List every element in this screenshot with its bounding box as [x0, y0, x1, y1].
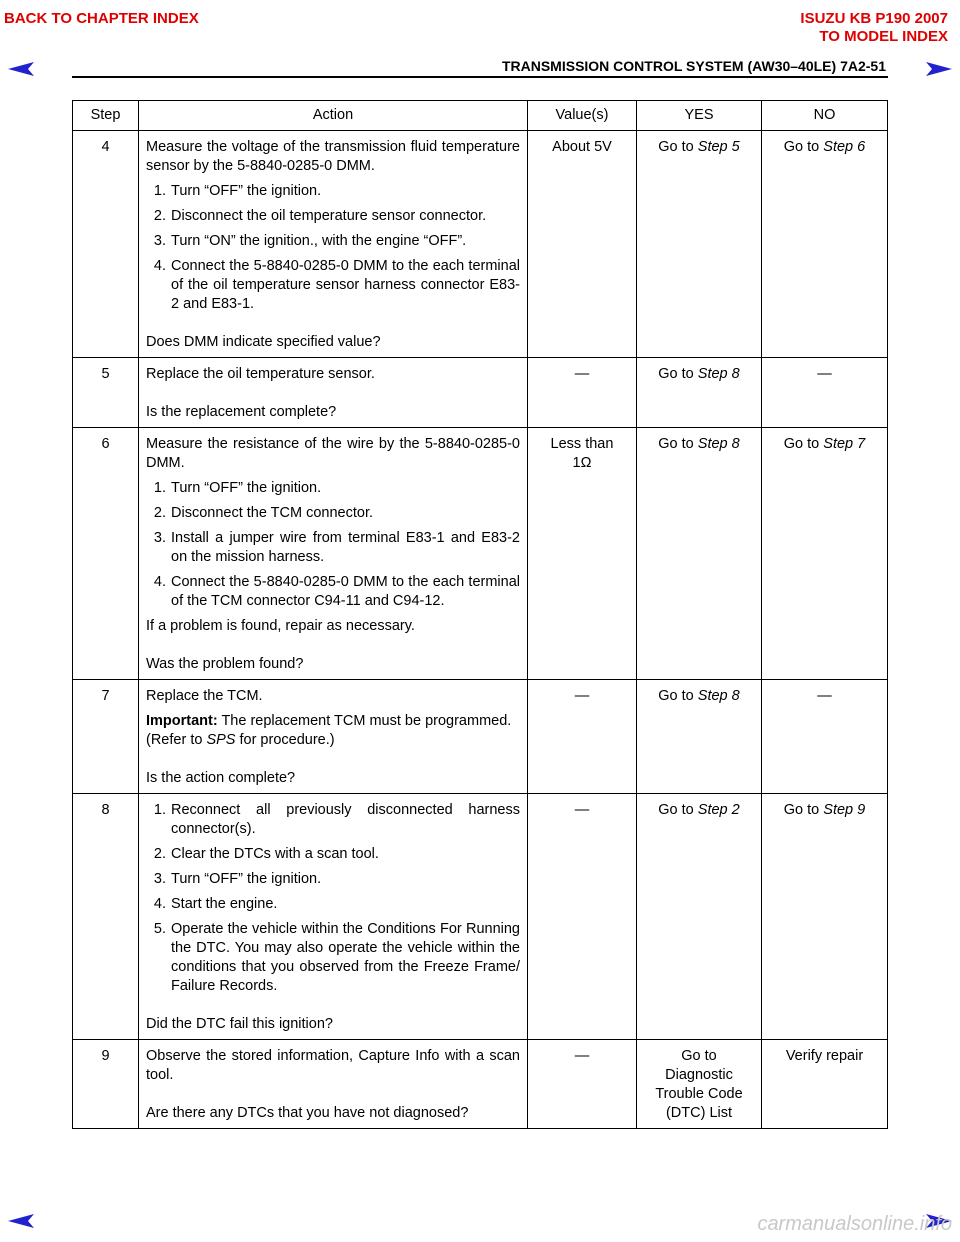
step-link[interactable]: Step 8 [697, 688, 740, 704]
table-row [73, 680, 888, 794]
action-cell [139, 131, 528, 358]
yes-cell: Go to Step 8 [637, 428, 762, 680]
step-link[interactable]: Step 2 [697, 802, 740, 818]
diagnostic-steps-table [72, 100, 888, 1129]
step-link[interactable]: Step 8 [697, 436, 740, 452]
model-index-block [800, 10, 948, 46]
list-item: 2. Clear the DTCs with a scan tool. [153, 846, 379, 862]
value-cell: — [528, 794, 637, 1040]
watermark: carmanualsonline.info [757, 1213, 952, 1235]
yes-cell[interactable]: Go to Diagnostic Trouble Code (DTC) List [637, 1040, 762, 1129]
important-note: Important: The replacement TCM must be programmed. [146, 713, 512, 729]
table-row [73, 1040, 888, 1129]
step-number: 4 [73, 131, 139, 358]
col-header-values: Value(s) [528, 101, 637, 131]
action-intro: Replace the TCM. [146, 688, 263, 704]
list-item: 1. Reconnect all previously disconnected harness connector(s). [153, 802, 520, 837]
col-header-action: Action [139, 101, 528, 131]
yes-cell: Go to Step 2 [637, 794, 762, 1040]
model-title: ISUZU KB P190 2007 [800, 10, 948, 27]
list-item: 5. Operate the vehicle within the Conditions For Running the DTC. You may also operate the vehicle within the conditions that you observed from the Freeze Frame/ Failure Records. [153, 921, 520, 994]
yes-cell: Go to Step 8 [637, 358, 762, 428]
step-number: 6 [73, 428, 139, 680]
step-link[interactable]: Step 6 [823, 139, 866, 155]
no-cell: Go to Step 9 [762, 794, 888, 1040]
value-cell: — [528, 358, 637, 428]
no-cell: — [762, 358, 888, 428]
action-intro: Measure the voltage of the transmission fluid temperature sensor by the 5-8840-0285-0 DMM. [146, 139, 520, 174]
list-item: 3. Install a jumper wire from terminal E83-1 and E83-2 on the mission harness. [153, 530, 520, 565]
list-item: 4. Start the engine. [153, 896, 278, 912]
action-question: Does DMM indicate specified value? [146, 334, 381, 350]
back-to-chapter-index-link[interactable]: BACK TO CHAPTER INDEX [4, 10, 199, 27]
table-header-row [73, 101, 888, 131]
page-header: TRANSMISSION CONTROL SYSTEM (AW30–40LE) 7A2-51 [501, 58, 886, 74]
step-link[interactable]: Step 8 [697, 366, 740, 382]
step-link[interactable]: Step 5 [697, 139, 740, 155]
action-question: Is the action complete? [146, 770, 296, 786]
action-cell [139, 680, 528, 794]
no-cell: Verify repair [762, 1040, 888, 1129]
list-item: 3. Turn “OFF” the ignition. [153, 871, 322, 887]
step-link[interactable]: Step 9 [823, 802, 866, 818]
list-item: 4. Connect the 5-8840-0285-0 DMM to the each terminal of the TCM connector C94-11 and C94-12. [153, 574, 520, 609]
action-cell [139, 358, 528, 428]
action-cell [139, 1040, 528, 1129]
table-row [73, 131, 888, 358]
step-link[interactable]: Step 7 [823, 436, 866, 452]
value-cell: — [528, 680, 637, 794]
step-number: 9 [73, 1040, 139, 1129]
no-cell: Go to Step 6 [762, 131, 888, 358]
action-cell [139, 428, 528, 680]
action-cell [139, 794, 528, 1040]
table-row [73, 794, 888, 1040]
table-row [73, 428, 888, 680]
action-intro: Measure the resistance of the wire by the 5-8840-0285-0 DMM. [146, 436, 520, 471]
value-cell: Less than 1Ω [528, 428, 637, 680]
action-intro: Observe the stored information, Capture Info with a scan tool. [146, 1048, 520, 1083]
action-intro: Replace the oil temperature sensor. [146, 366, 375, 382]
action-question: Are there any DTCs that you have not diagnosed? [146, 1105, 469, 1121]
header-rule [72, 76, 888, 78]
list-item: 1. Turn “OFF” the ignition. [153, 183, 322, 199]
step-number: 7 [73, 680, 139, 794]
col-header-yes: YES [637, 101, 762, 131]
action-note: If a problem is found, repair as necessary. [146, 618, 415, 634]
value-cell: — [528, 1040, 637, 1129]
list-item: 2. Disconnect the oil temperature sensor connector. [153, 208, 487, 224]
list-item: 3. Turn “ON” the ignition., with the engine “OFF”. [153, 233, 467, 249]
refer-note: (Refer to SPS for procedure.) [146, 732, 335, 748]
prev-page-arrow-icon[interactable] [6, 1212, 36, 1230]
to-model-index-link[interactable]: TO MODEL INDEX [819, 28, 948, 45]
no-cell: Go to Step 7 [762, 428, 888, 680]
step-number: 8 [73, 794, 139, 1040]
step-number: 5 [73, 358, 139, 428]
no-cell: — [762, 680, 888, 794]
action-question: Was the problem found? [146, 656, 304, 672]
action-question: Is the replacement complete? [146, 404, 337, 420]
list-item: 1. Turn “OFF” the ignition. [153, 480, 322, 496]
yes-cell: Go to Step 8 [637, 680, 762, 794]
value-cell: About 5V [528, 131, 637, 358]
table-row [73, 358, 888, 428]
action-question: Did the DTC fail this ignition? [146, 1016, 333, 1032]
yes-cell: Go to Step 5 [637, 131, 762, 358]
list-item: 4. Connect the 5-8840-0285-0 DMM to the each terminal of the oil temperature sensor harness connector E83-2 and E83-1. [153, 258, 520, 312]
col-header-no: NO [762, 101, 888, 131]
sps-link[interactable]: SPS [206, 732, 236, 748]
col-header-step: Step [73, 101, 139, 131]
list-item: 2. Disconnect the TCM connector. [153, 505, 374, 521]
